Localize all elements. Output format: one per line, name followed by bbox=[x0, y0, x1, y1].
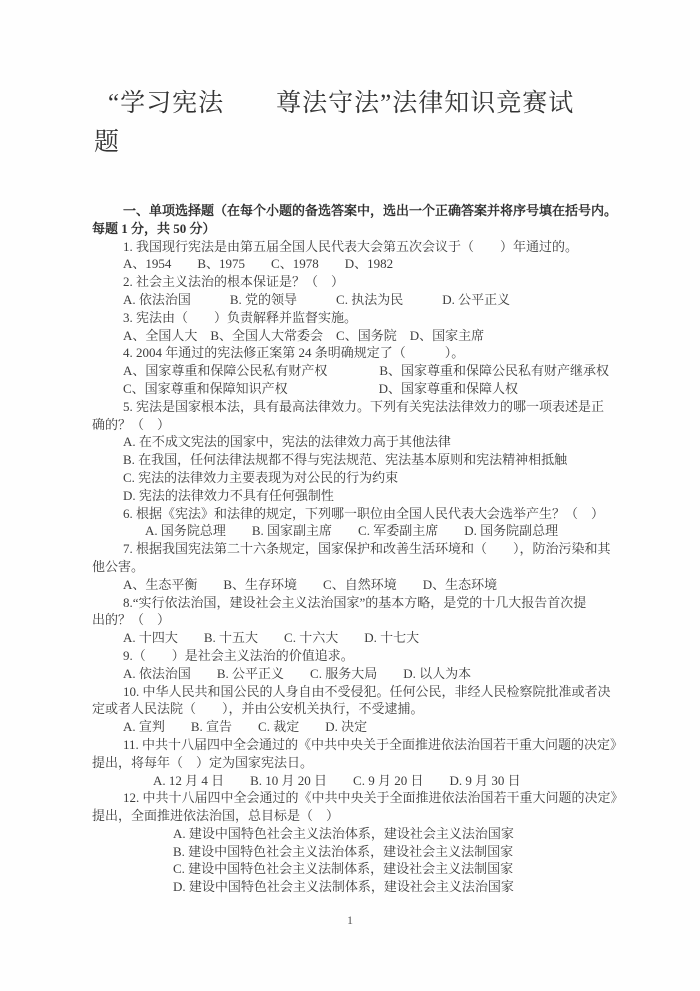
text-line: A、全国人大 B、全国人大常委会 C、国务院 D、国家主席 bbox=[123, 327, 485, 343]
text-line: 提出，全面推进依法治国，总目标是（ ） bbox=[92, 808, 340, 824]
text-line: 每题 1 分，共 50 分） bbox=[92, 220, 216, 236]
text-line: B. 在我国，任何法律法规都不得与宪法规范、宪法基本原则和宪法精神相抵触 bbox=[123, 452, 568, 468]
document-body bbox=[92, 202, 630, 896]
text-line: 定或者人民法院（ ），并由公安机关执行，不受逮捕。 bbox=[92, 701, 424, 717]
text-line: 提出，将每年（ ）定为国家宪法日。 bbox=[92, 754, 314, 770]
text-line: 一、单项选择题（在每个小题的备选答案中，选出一个正确答案并将序号填在括号内。 bbox=[123, 203, 618, 218]
text-line: C、国家尊重和保障知识产权 D、国家尊重和保障人权 bbox=[123, 380, 519, 396]
text-line: 10. 中华人民共和国公民的人身自由不受侵犯。任何公民，非经人民检察院批准或者决 bbox=[123, 683, 611, 699]
text-line: A、国家尊重和保障公民私有财产权 B、国家尊重和保障公民私有财产继承权 bbox=[123, 363, 610, 379]
text-line: 出的？（ ） bbox=[92, 612, 171, 628]
text-line: 3. 宪法由（ ）负责解释并监督实施。 bbox=[123, 309, 358, 325]
text-line: A. 在不成文宪法的国家中，宪法的法律效力高于其他法律 bbox=[123, 434, 451, 450]
text-line: A. 依法治国 B. 公平正义 C. 服务大局 D. 以人为本 bbox=[123, 665, 472, 681]
text-line: 7. 根据我国宪法第二十六条规定，国家保护和改善生活环境和（ ），防治污染和其 bbox=[123, 541, 611, 557]
text-line: A. 依法治国 B. 党的领导 C. 执法为民 D. 公平正义 bbox=[123, 291, 511, 307]
text-line: 11. 中共十八届四中全会通过的《中共中央关于全面推进依法治国若干重大问题的决定》 bbox=[123, 736, 624, 752]
text-line: 4. 2004 年通过的宪法修正案第 24 条明确规定了（ ）。 bbox=[123, 345, 465, 361]
text-line: D. 建设中国特色社会主义法制体系，建设社会主义法治国家 bbox=[173, 879, 514, 895]
text-line: 12. 中共十八届四中全会通过的《中共中央关于全面推进依法治国若干重大问题的决定》 bbox=[123, 790, 624, 806]
text-line: C. 建设中国特色社会主义法制体系，建设社会主义法制国家 bbox=[173, 861, 514, 877]
text-line: 他公害。 bbox=[92, 558, 145, 574]
text-line: A、1954 B、1975 C、1978 D、1982 bbox=[123, 256, 394, 272]
document-title bbox=[92, 84, 630, 162]
text-line: 5. 宪法是国家根本法，具有最高法律效力。下列有关宪法法律效力的哪一项表述是正 bbox=[123, 398, 605, 414]
text-line: 2. 社会主义法治的根本保证是？（ ） bbox=[123, 274, 345, 290]
text-line: 8.“实行依法治国，建设社会主义法治国家”的基本方略，是党的十几大报告首次提 bbox=[123, 594, 587, 610]
document-title-line: “学习宪法 尊法守法”法律知识竞赛试 bbox=[108, 90, 575, 117]
text-line: 9.（ ）是社会主义法治的价值追求。 bbox=[123, 647, 354, 663]
text-line: C. 宪法的法律效力主要表现为对公民的行为约束 bbox=[123, 469, 399, 485]
text-line: A. 十四大 B. 十五大 C. 十六大 D. 十七大 bbox=[123, 630, 420, 646]
text-line: B. 建设中国特色社会主义法治体系，建设社会主义法制国家 bbox=[173, 843, 514, 859]
text-line: D. 宪法的法律效力不具有任何强制性 bbox=[123, 487, 334, 503]
text-line: 确的？（ ） bbox=[92, 416, 171, 432]
text-line: 1. 我国现行宪法是由第五届全国人民代表大会第五次会议于（ ）年通过的。 bbox=[123, 238, 579, 254]
text-line: A. 建设中国特色社会主义法治体系，建设社会主义法治国家 bbox=[173, 825, 514, 841]
page-number: 1 bbox=[347, 913, 353, 927]
text-line: A. 12 月 4 日 B. 10 月 20 日 C. 9 月 20 日 D. 9 月 30 日 bbox=[153, 772, 521, 788]
text-line: A、生态平衡 B、生存环境 C、自然环境 D、生态环境 bbox=[123, 576, 498, 592]
text-line: A. 宣判 B. 宣告 C. 裁定 D. 决定 bbox=[123, 719, 368, 735]
document-title-line: 题 bbox=[94, 129, 121, 156]
text-line: 6. 根据《宪法》和法律的规定，下列哪一职位由全国人民代表大会选举产生？（ ） bbox=[123, 505, 605, 521]
text-line: A. 国务院总理 B. 国家副主席 C. 军委副主席 D. 国务院副总理 bbox=[145, 523, 559, 539]
